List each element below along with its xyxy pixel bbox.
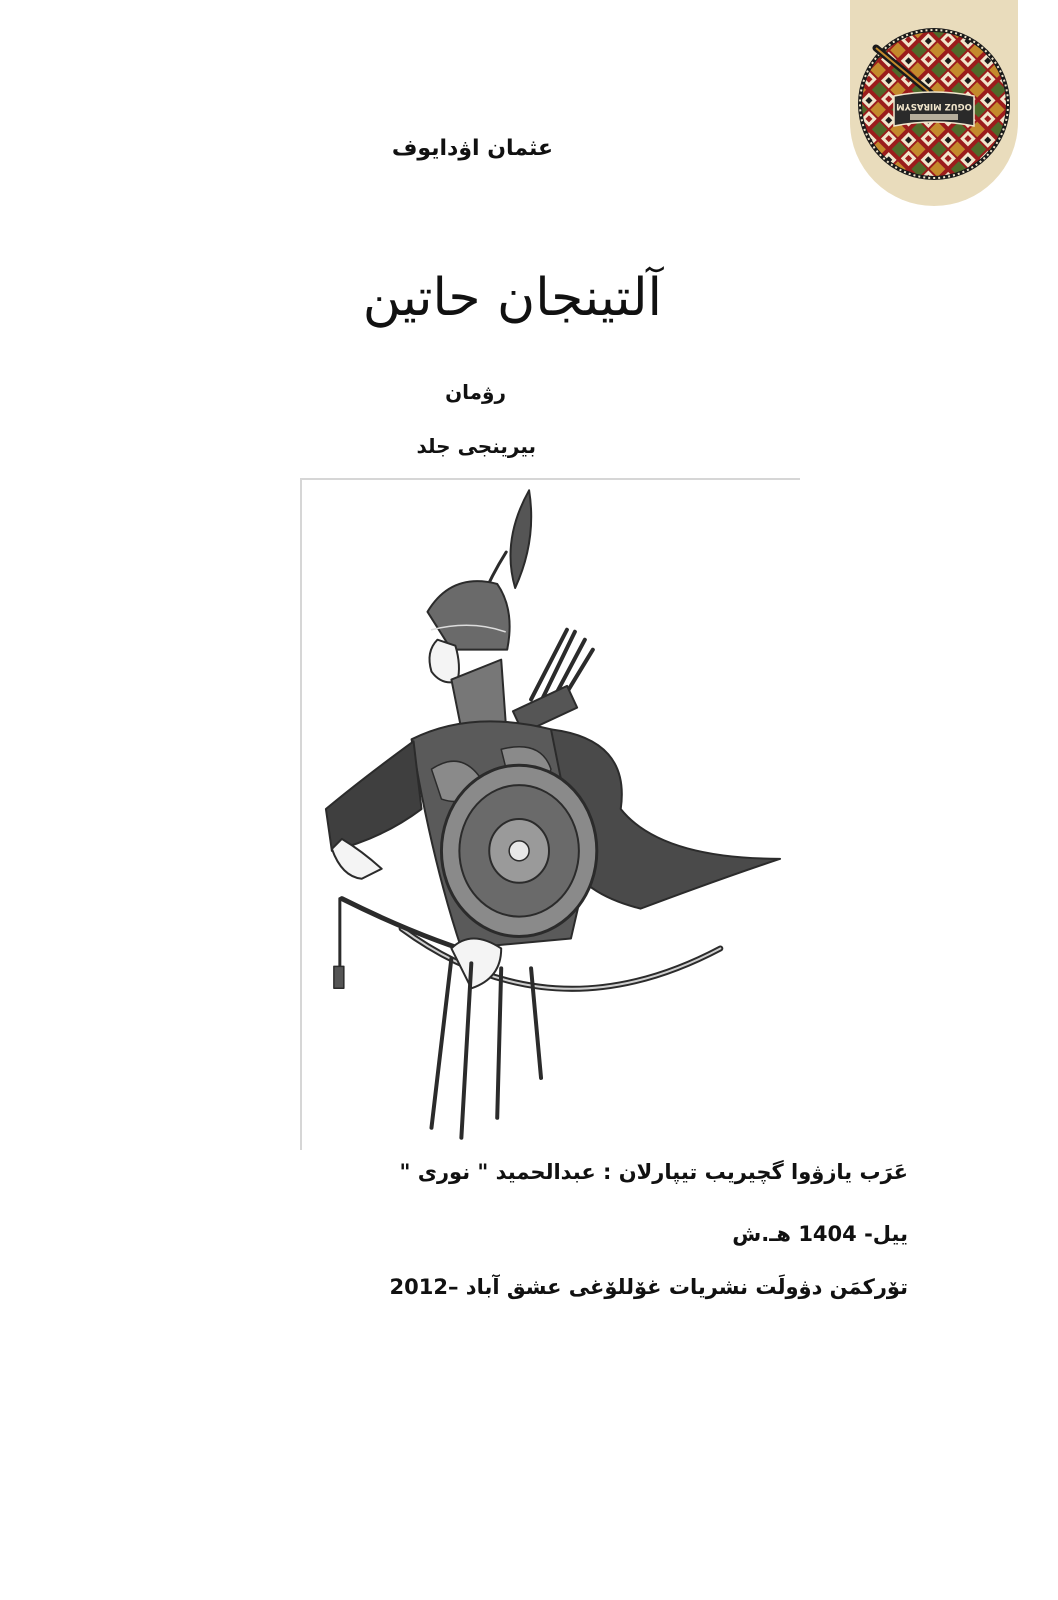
carpet-pattern-logo-icon (850, 0, 1018, 206)
svg-text:OGUZ MIRASYM: OGUZ MIRASYM (896, 101, 972, 111)
transliteration-credit: عَرَب یازۋوا گچیریب تیپارلان : عبدالحمید " نوری " (399, 1160, 908, 1184)
publication-year: ییل- 1404 هـ.ش (732, 1222, 908, 1246)
genre-label: رۋمان (445, 380, 506, 404)
cover-illustration (300, 478, 800, 1150)
author-name: عثمان اۋدایوف (391, 136, 553, 161)
volume-label: بیرینجی جلد (416, 434, 536, 458)
publisher-logo-badge (850, 0, 1018, 206)
book-title: آلتینجان حاتین (362, 268, 662, 328)
warrior-illustration-icon (302, 480, 800, 1150)
publisher-line: تۆرکمَن دۋولَت نشریات غۆللۆغی عشق آباد –2012 (389, 1275, 908, 1299)
